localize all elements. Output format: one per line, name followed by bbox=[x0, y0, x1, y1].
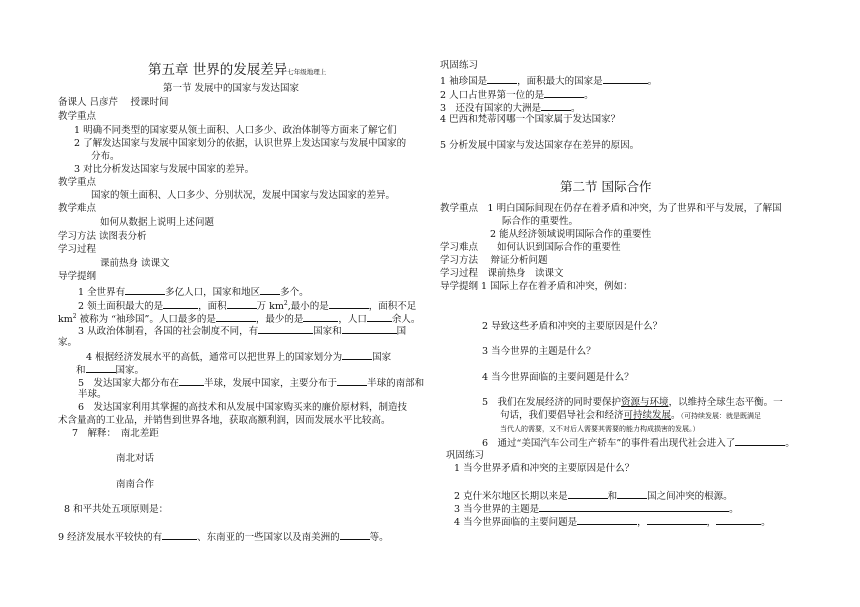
section2-goal-1-cont: 际合作的重要性。 bbox=[502, 216, 579, 227]
section2-difficulty: 学习难点 如何认识到国际合作的重要性 bbox=[440, 242, 621, 253]
section2-goal-1: 教学重点 1 明白国际间现在仍存在着矛盾和冲突，为了世界和平与发展，了解国 bbox=[440, 203, 782, 214]
question-2-cont: $km^2$ 被称为 “袖珍国”。人口最多的是 ，最少的是 ，人口 余人。 bbox=[58, 313, 421, 326]
process-line: 学习过程 bbox=[58, 244, 97, 255]
question-1: 1 全世界有 多亿人口，国家和地区 多个。 bbox=[78, 287, 309, 298]
section2-process: 学习过程 课前热身 读课文 bbox=[440, 268, 564, 279]
question-7: 7 解释： 南北差距 bbox=[72, 428, 159, 439]
difficulty-text: 如何从数据上说明上述问题 bbox=[100, 217, 215, 228]
key-heading: 教学重点 bbox=[58, 177, 97, 188]
review-3: 3 还没有国家的大洲是 。 bbox=[440, 103, 581, 114]
section-title: 第一节 发展中的国家与发达国家 bbox=[163, 83, 300, 94]
section2-goal-2: 2 能从经济领域说明国际合作的重要性 bbox=[490, 229, 652, 240]
review-1: 1 袖珍国是 ，面积最大的国家是 。 bbox=[440, 76, 658, 87]
section2-q2: 2 导致这些矛盾和冲突的主要原因是什么？ bbox=[482, 321, 663, 332]
question-3: 3 从政治体制看，各国的社会制度不同，有 国家和 国 bbox=[78, 326, 407, 337]
section2-q6: 6 通过“美国汽车公司生产轿车”的事件看出现代社会进入了 。 bbox=[482, 438, 795, 449]
section2-method: 学习方法 辩证分析问题 bbox=[440, 255, 548, 266]
section2-guide: 导学提纲 1 国际上存在着矛盾和冲突，例如： bbox=[440, 281, 633, 292]
section2-review-2: 2 克什米尔地区长期以来是 和 国之间冲突的根源。 bbox=[454, 491, 733, 502]
chapter-note: 七年级地理上 bbox=[287, 68, 327, 76]
goal-2-cont: 分布。 bbox=[91, 151, 120, 162]
review-4: 4 巴西和梵蒂冈哪一个国家属于发达国家？ bbox=[440, 114, 621, 125]
teacher-line: 备课人 吕彦芹 授课时间 bbox=[58, 97, 169, 108]
question-8: 8 和平共处五项原则是： bbox=[64, 504, 169, 515]
section2-q4: 4 当今世界面临的主要问题是什么？ bbox=[482, 372, 634, 383]
review-5: 5 分析发展中国家与发达国家存在差异的原因。 bbox=[440, 140, 640, 151]
question-2: 2 领土面积最大的是 ，面积 万 $km^2$,最小的是 ，面积不足 bbox=[78, 300, 417, 313]
guide-heading: 导学提纲 bbox=[58, 271, 97, 282]
section2-review-heading: 巩固练习 bbox=[446, 450, 485, 461]
goal-1: 1 明确不同类型的国家要从领土面积、人口多少、政治体制等方面来了解它们 bbox=[74, 125, 397, 136]
method-line: 学习方法 读图表分析 bbox=[58, 231, 147, 242]
question-4-cont: 和 国家。 bbox=[76, 365, 145, 376]
section2-review-4: 4 当今世界面临的主要问题是 ， ， 。 bbox=[454, 517, 771, 528]
chapter-title: 第五章 世界的发展差异七年级地理上 bbox=[148, 62, 327, 78]
question-6-cont: 术含量高的工业品，并销售到世界各地，获取高额利润，因而发展水平比较高。 bbox=[58, 415, 391, 426]
section2-q5: 5 我们在发展经济的同时要保护资源与环境，以维持全球生态平衡。一 bbox=[482, 397, 783, 408]
section2-q5-note: 当代人的需要，又不对后人需要其需要的能力构成损害的发展。） bbox=[500, 425, 700, 433]
question-7-c: 南南合作 bbox=[116, 479, 155, 490]
question-9: 9 经济发展水平较快的有 、东南亚的一些国家以及南美洲的 等。 bbox=[58, 532, 389, 543]
goal-heading: 教学重点 bbox=[58, 111, 97, 122]
difficulty-heading: 教学难点 bbox=[58, 203, 97, 214]
review-2: 2 人口占世界第一位的是 。 bbox=[440, 90, 594, 101]
section2-q5-cont: 句话，我们要倡导社会和经济可持续发展。（可持续发展：就是既满足 bbox=[500, 410, 762, 421]
question-3-cont: 家。 bbox=[58, 337, 78, 348]
goal-3: 3 对比分析发达国家与发展中国家的差异。 bbox=[74, 164, 255, 175]
question-5-cont: 半球。 bbox=[78, 389, 107, 400]
question-7-b: 南北对话 bbox=[116, 453, 155, 464]
process-sub: 课前热身 读课文 bbox=[100, 258, 170, 269]
question-4: 4 根据经济发展水平的高低，通常可以把世界上的国家划分为 国家 bbox=[86, 352, 392, 363]
review-heading: 巩固练习 bbox=[440, 60, 479, 71]
goal-2: 2 了解发达国家与发展中国家划分的依据，认识世界上发达国家与发展中国家的 bbox=[74, 138, 407, 149]
section2-review-3: 3 当今世界的主题是 。 bbox=[454, 504, 739, 515]
question-6: 6 发达国家利用其掌握的高技术和从发展中国家购买来的廉价原材料，制造技 bbox=[78, 402, 408, 413]
section2-q3: 3 当今世界的主题是什么？ bbox=[482, 346, 596, 357]
section2-title: 第二节 国际合作 bbox=[560, 179, 652, 194]
question-5: 5 发达国家大都分布在 半球，发展中国家，主要分布于 半球的南部和 bbox=[78, 378, 425, 389]
section2-review-1: 1 当今世界矛盾和冲突的主要原因是什么？ bbox=[454, 463, 635, 474]
key-text: 国家的领土面积、人口多少、分别状况，发展中国家与发达国家的差异。 bbox=[91, 190, 396, 201]
